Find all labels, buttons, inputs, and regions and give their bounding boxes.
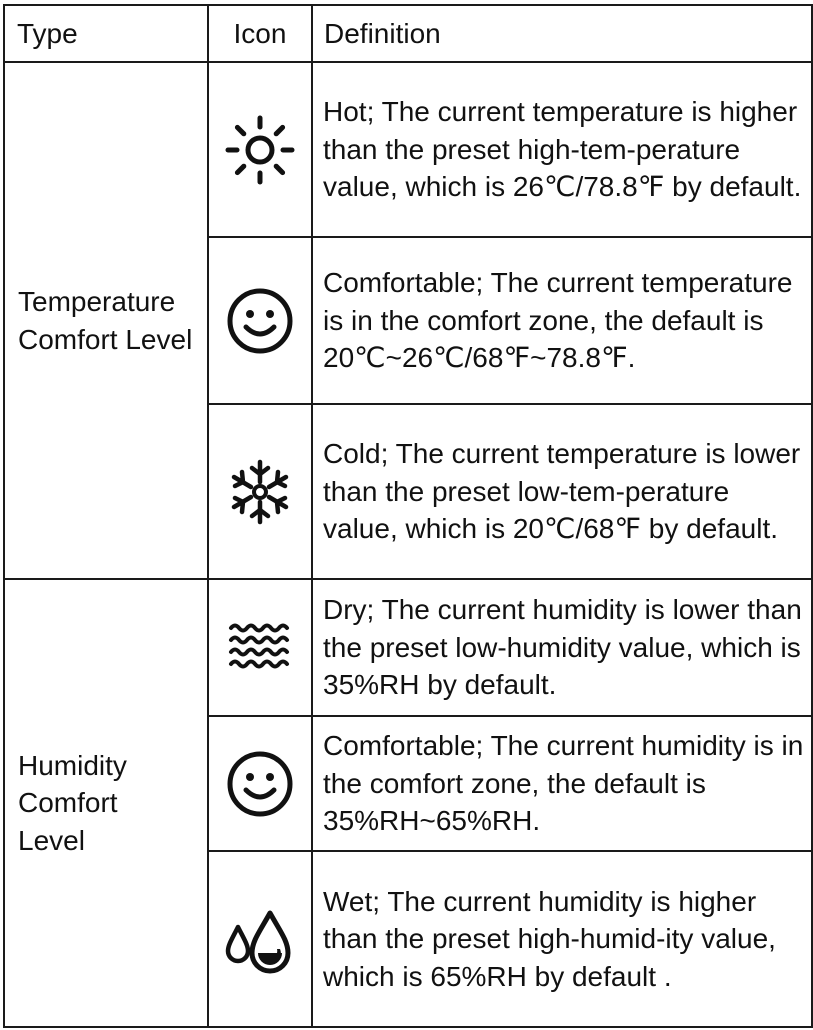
water-drops-icon bbox=[224, 903, 296, 975]
snowflake-icon bbox=[224, 456, 296, 528]
header-type: Type bbox=[4, 5, 208, 62]
type-label: Humidity Comfort Level bbox=[18, 749, 127, 856]
icon-cell bbox=[208, 579, 312, 716]
header-row bbox=[4, 5, 812, 62]
icon-cell bbox=[208, 404, 312, 579]
icon-cell bbox=[208, 237, 312, 404]
waves-icon bbox=[227, 620, 293, 676]
smiley-icon bbox=[224, 285, 296, 357]
header-icon: Icon bbox=[208, 5, 312, 62]
definition-comfortable-humidity: Comfortable; The current humidity is in the comfort zone, the default is 35%RH~65%RH. bbox=[312, 716, 812, 851]
type-label: Temperature Comfort Level bbox=[18, 286, 193, 355]
type-temperature-comfort-level bbox=[4, 62, 208, 579]
type-humidity-comfort-level bbox=[4, 579, 208, 1027]
header-definition: Definition bbox=[312, 5, 812, 62]
definition-wet: Wet; The current humidity is higher than the preset high-humid-ity value, which is 65%RH by default . bbox=[312, 851, 812, 1027]
table-row bbox=[4, 62, 812, 237]
smiley-icon bbox=[224, 748, 296, 820]
table-row bbox=[4, 579, 812, 716]
definition-cold: Cold; The current temperature is lower than the preset low-tem-perature value, which is 20℃/68℉ by default. bbox=[312, 404, 812, 579]
icon-cell bbox=[208, 62, 312, 237]
icon-cell bbox=[208, 716, 312, 851]
definition-comfortable-temperature: Comfortable; The current temperature is in the comfort zone, the default is 20℃~26℃/68℉~78.8℉. bbox=[312, 237, 812, 404]
sun-icon bbox=[224, 114, 296, 186]
icon-cell bbox=[208, 851, 312, 1027]
comfort-level-table bbox=[3, 4, 813, 1028]
definition-dry: Dry; The current humidity is lower than the preset low-humidity value, which is 35%RH by default. bbox=[312, 579, 812, 716]
definition-hot: Hot; The current temperature is higher than the preset high-tem-perature value, which is 26℃/78.8℉ by default. bbox=[312, 62, 812, 237]
